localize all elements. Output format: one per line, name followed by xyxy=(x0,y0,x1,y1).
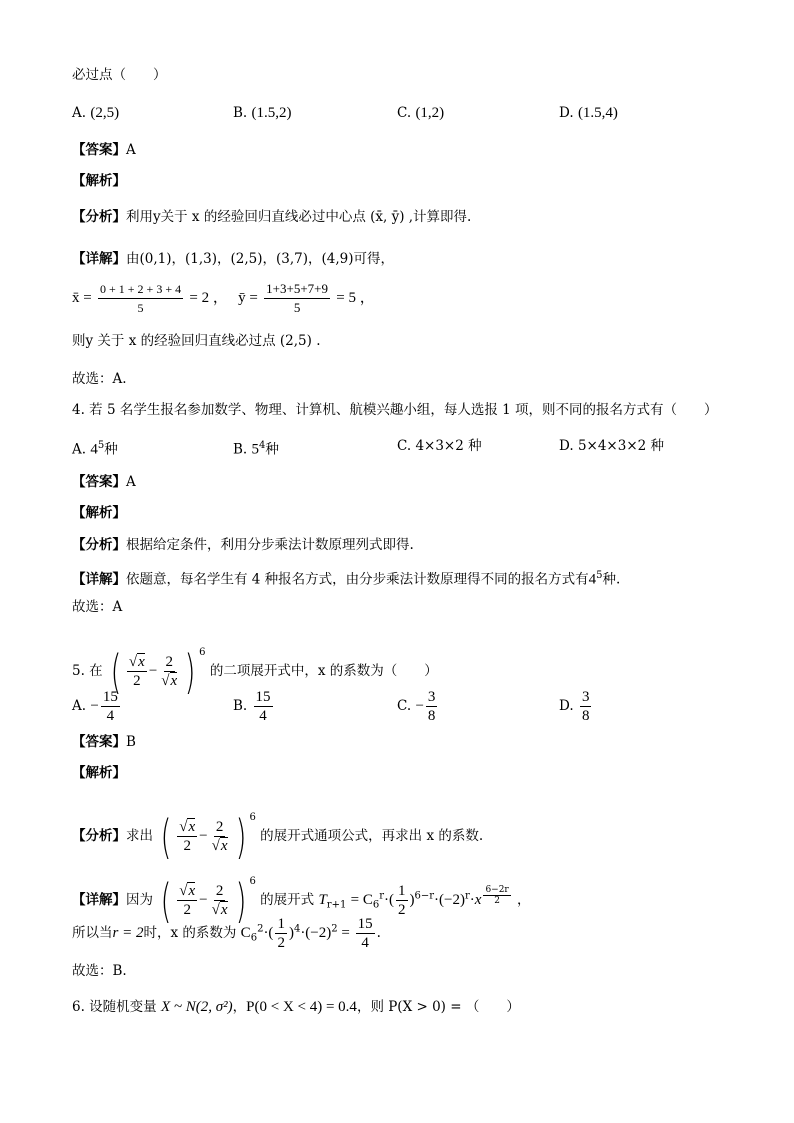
q4-option-a: A. $4^5$种 xyxy=(72,440,118,458)
ybar-lhs: ȳ = xyxy=(238,290,258,306)
q3-xiangjie: 【详解】由(0,1)，(1,3)，(2,5)，(3,7)，(4,9)可得， xyxy=(72,251,395,267)
q3-fenxi: 【分析】利用y关于 x 的经验回归直线必过中心点 (x̄, ȳ) ,计算即得. xyxy=(72,209,472,225)
q3-option-b: B. (1.5,2) xyxy=(233,105,292,121)
q5-stem: 5. 在 ( $\frac{√x}{2}$ − $\frac{2}{√x}$ ) $^6$ 的二项展开式中，x 的系数为（ ） xyxy=(72,644,438,699)
q4-answer: 【答案】A xyxy=(72,474,136,490)
q5-xiangjie: 【详解】因为 ( $\frac{√x}{2}$ − $\frac{2}{√x}$ ) $^6$ 的展开式 $T_{r+1} = C_6^r\cdot$( $\frac{1}{2}$ )$^{6-r}\cdot(-2)^r\cdot x$ $\frac{6-2r}{2}$ ， xyxy=(72,873,531,928)
q4-option-c: C. 4×3×2 种 xyxy=(397,438,482,454)
q3-conclusion: 则y 关于 x 的经验回归直线必过点 (2,5) . xyxy=(72,333,321,349)
q4-stem: 4. 若 5 名学生报名参加数学、物理、计算机、航模兴趣小组，每人选报 1 项，则不同的报名方式有（ ） xyxy=(72,402,718,418)
q3-answer: 【答案】A xyxy=(72,142,136,158)
q3-choose: 故选：A. xyxy=(72,371,127,387)
q5-answer: 【答案】B xyxy=(72,734,136,750)
q3-option-d: D. (1.5,4) xyxy=(559,105,618,121)
q3-stem-tail: 必过点（ ） xyxy=(72,67,167,83)
q4-xiangjie: 【详解】依题意，每名学生有 4 种报名方式，由分步乘法计数原理得不同的报名方式有$4^5$种. xyxy=(72,570,621,588)
q4-analysis-tag: 【解析】 xyxy=(72,505,126,521)
ybar-rhs: = 5 ， xyxy=(336,290,375,306)
q5-fenxi: 【分析】求出 ( $\frac{√x}{2}$ − $\frac{2}{√x}$ ) $^6$ 的展开式通项公式，再求出 x 的系数. xyxy=(72,809,484,864)
q5-line2: 所以当r = 2时，x 的系数为 $C_6^2\cdot$( $\frac{1}{2}$ )$^4\cdot(-2)^2$ = $\frac{15}{4}$ . xyxy=(72,916,381,951)
q4-option-b: B. $5^4$种 xyxy=(233,440,279,458)
q5-option-b: B. $\frac{15}{4}$ xyxy=(233,689,271,724)
q4-option-d: D. 5×4×3×2 种 xyxy=(559,438,665,454)
q5-option-a: A. − $\frac{15}{4}$ xyxy=(72,689,118,724)
q6-stem: 6. 设随机变量 X ~ N(2, σ²)，P(0 < X < 4) = 0.4，则 P(X > 0) = （ ） xyxy=(72,999,520,1015)
xbar-fraction: $\frac{0 + 1 + 2 + 3 + 4}{5}$ xyxy=(100,282,182,315)
q3-option-c: C. (1,2) xyxy=(397,105,445,121)
q4-fenxi: 【分析】根据给定条件，利用分步乘法计数原理列式即得. xyxy=(72,537,414,553)
q3-analysis-tag: 【解析】 xyxy=(72,173,126,189)
q5-analysis-tag: 【解析】 xyxy=(72,765,126,781)
xbar-rhs: = 2 ， xyxy=(189,290,228,306)
q3-option-a: A. (2,5) xyxy=(72,105,120,121)
xbar-lhs: x̄ = xyxy=(72,290,92,306)
q5-choose: 故选：B. xyxy=(72,963,127,979)
q5-option-d: D. $\frac{3}{8}$ xyxy=(559,689,590,724)
q3-mean-formulas xyxy=(72,280,375,317)
ybar-fraction: $\frac{1+3+5+7+9}{5}$ xyxy=(266,281,328,315)
q4-choose: 故选：A xyxy=(72,599,123,615)
q5-option-c: C. − $\frac{3}{8}$ xyxy=(397,689,436,724)
